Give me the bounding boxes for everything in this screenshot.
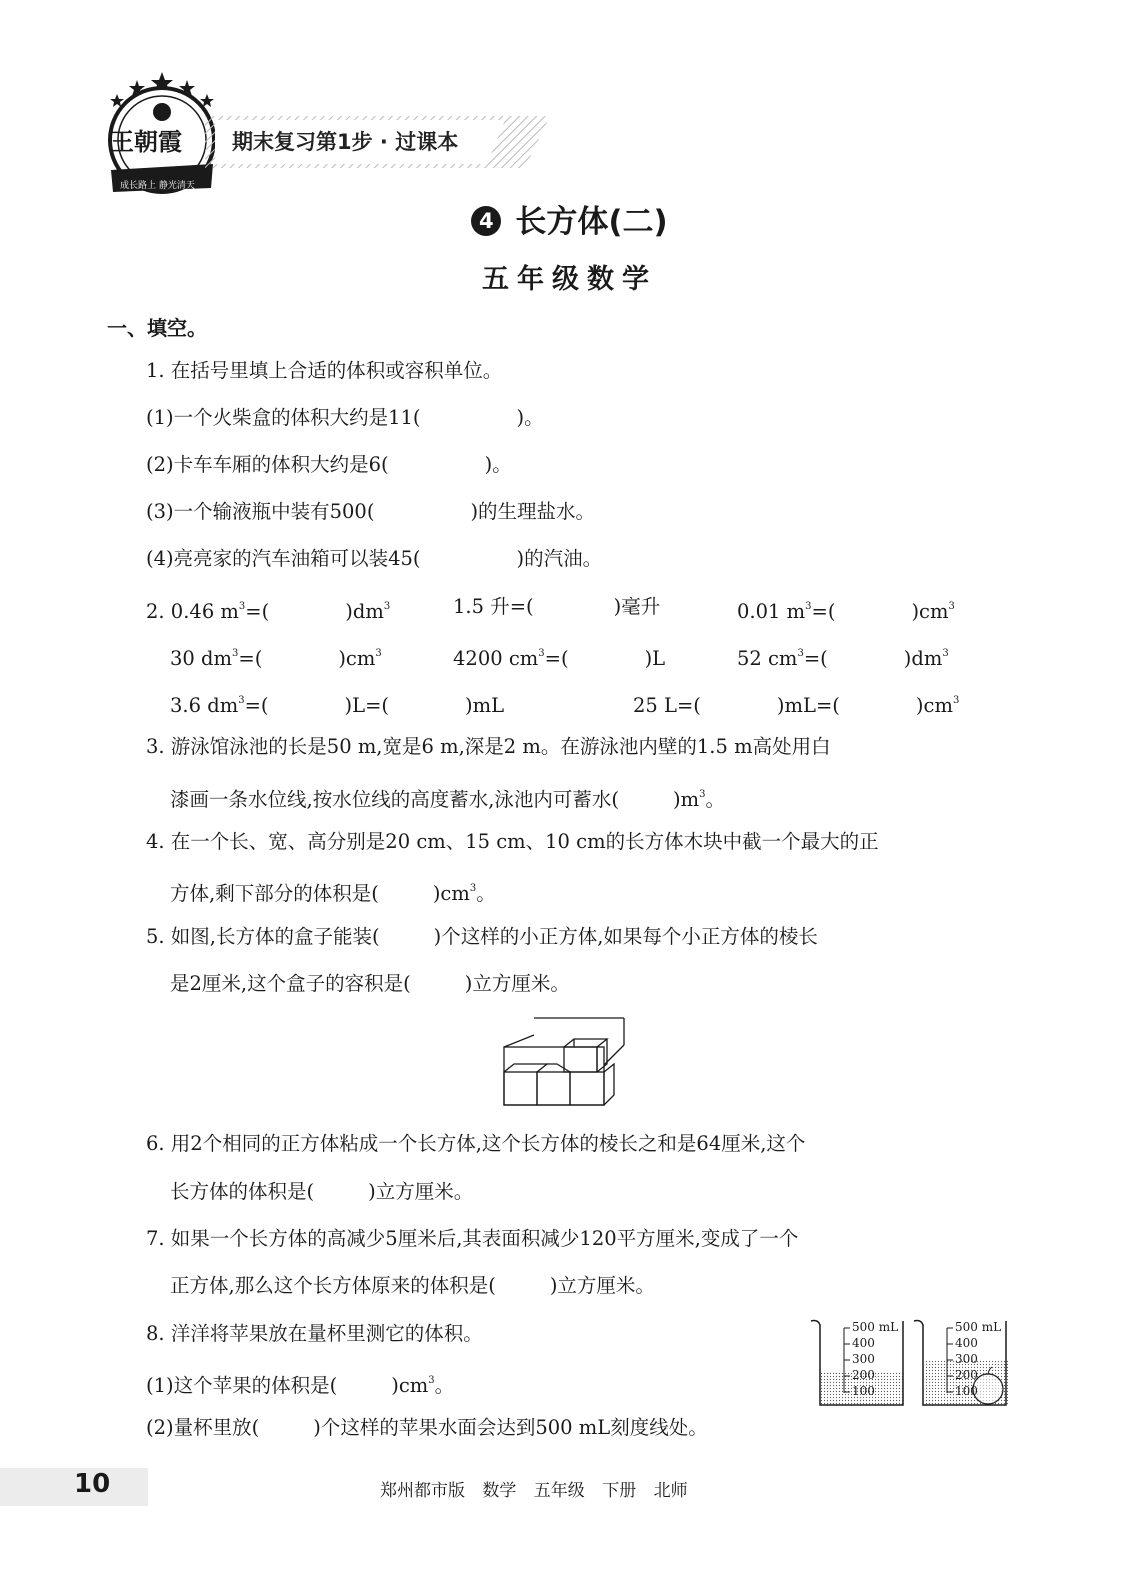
page-subtitle: 五年级数学 (482, 264, 657, 295)
beaker-1-tick-label: 100 (852, 1384, 875, 1398)
question-1: 1. 在括号里填上合适的体积或容积单位。 (146, 359, 503, 382)
question-8: 8. 洋洋将苹果放在量杯里测它的体积。 (146, 1322, 483, 1345)
question-1-1: (1)一个火柴盒的体积大约是11( )。 (146, 406, 544, 429)
question-6-line-2: 长方体的体积是( )立方厘米。 (170, 1180, 474, 1203)
question-7-line-2: 正方体,那么这个长方体原来的体积是( )立方厘米。 (170, 1274, 655, 1297)
footer-text: 郑州都市版 数学 五年级 下册 北师 (380, 1481, 688, 1501)
question-3-line-2: 漆画一条水位线,按水位线的高度蓄水,泳池内可蓄水( )$m^3$。 (170, 788, 726, 811)
box-with-cubes-figure (500, 1015, 632, 1110)
beaker-2-tick-label: 400 (955, 1336, 978, 1350)
question-8-1: (1)这个苹果的体积是( )$cm^3$。 (146, 1374, 455, 1397)
logo-text: 王朝霞 (110, 127, 182, 156)
question-2-row-1b: 1.5 升=( )毫升 (453, 595, 661, 618)
beaker-2-tick-label: 100 (955, 1384, 978, 1398)
question-1-2: (2)卡车车厢的体积大约是6( )。 (146, 453, 512, 476)
question-2-row-3b: 25 L=( )mL=( )$cm^3$ (633, 694, 960, 717)
question-4-line-2: 方体,剩下部分的体积是( )$cm^3$。 (170, 882, 496, 905)
question-5-line-1: 5. 如图,长方体的盒子能装( )个这样的小正方体,如果每个小正方体的棱长 (146, 925, 818, 948)
question-2-row-1a: 2. 0.46 $m^3=$( )$dm^3$ (146, 600, 391, 623)
question-7-line-1: 7. 如果一个长方体的高减少5厘米后,其表面积减少120平方厘米,变成了一个 (146, 1227, 799, 1250)
question-2-row-1c: 0.01 $m^3=$( )$cm^3$ (737, 600, 955, 623)
beaker-1-tick-label: 400 (852, 1336, 875, 1350)
beaker-2-tick-label: 500 mL (955, 1320, 1002, 1334)
beaker-2-tick-label: 300 (955, 1352, 978, 1366)
beaker-1-tick-label: 200 (852, 1368, 875, 1382)
question-2-row-2b: 4200 $cm^3=$( )L (453, 647, 666, 670)
title-text: 长方体(二) (515, 204, 668, 240)
question-8-2: (2)量杯里放( )个这样的苹果水面会达到500 mL刻度线处。 (146, 1416, 708, 1439)
banner-title: 期末复习第1步 · 过课本 (232, 130, 459, 154)
question-1-4: (4)亮亮家的汽车油箱可以装45( )的汽油。 (146, 547, 603, 570)
question-2-row-3a: 3.6 $dm^3=$( )L=( )mL (170, 694, 505, 717)
beaker-1-tick-label: 300 (852, 1352, 875, 1366)
question-1-3: (3)一个输液瓶中装有500( )的生理盐水。 (146, 500, 596, 523)
beaker-1-tick-label: 500 mL (852, 1320, 899, 1334)
question-4-line-1: 4. 在一个长、宽、高分别是20 cm、15 cm、10 cm的长方体木块中截一个最大的正 (146, 830, 879, 853)
beaker-2-tick-label: 200 (955, 1368, 978, 1382)
question-2-row-2c: 52 $cm^3=$( )$dm^3$ (737, 647, 949, 670)
question-6-line-1: 6. 用2个相同的正方体粘成一个长方体,这个长方体的棱长之和是64厘米,这个 (146, 1132, 806, 1155)
title-number-badge: 4 (471, 206, 501, 236)
page-title (0, 196, 1139, 241)
logo-slogan: 成长路上 静光清天 (120, 181, 195, 191)
question-2-row-2a: 30 $dm^3=$( )$cm^3$ (170, 647, 382, 670)
question-3-line-1: 3. 游泳馆泳池的长是50 m,宽是6 m,深是2 m。在游泳池内壁的1.5 m高处用白 (146, 735, 831, 758)
question-5-line-2: 是2厘米,这个盒子的容积是( )立方厘米。 (170, 972, 570, 995)
section-heading: 一、填空。 (107, 316, 207, 340)
page-number: 10 (74, 1469, 111, 1499)
